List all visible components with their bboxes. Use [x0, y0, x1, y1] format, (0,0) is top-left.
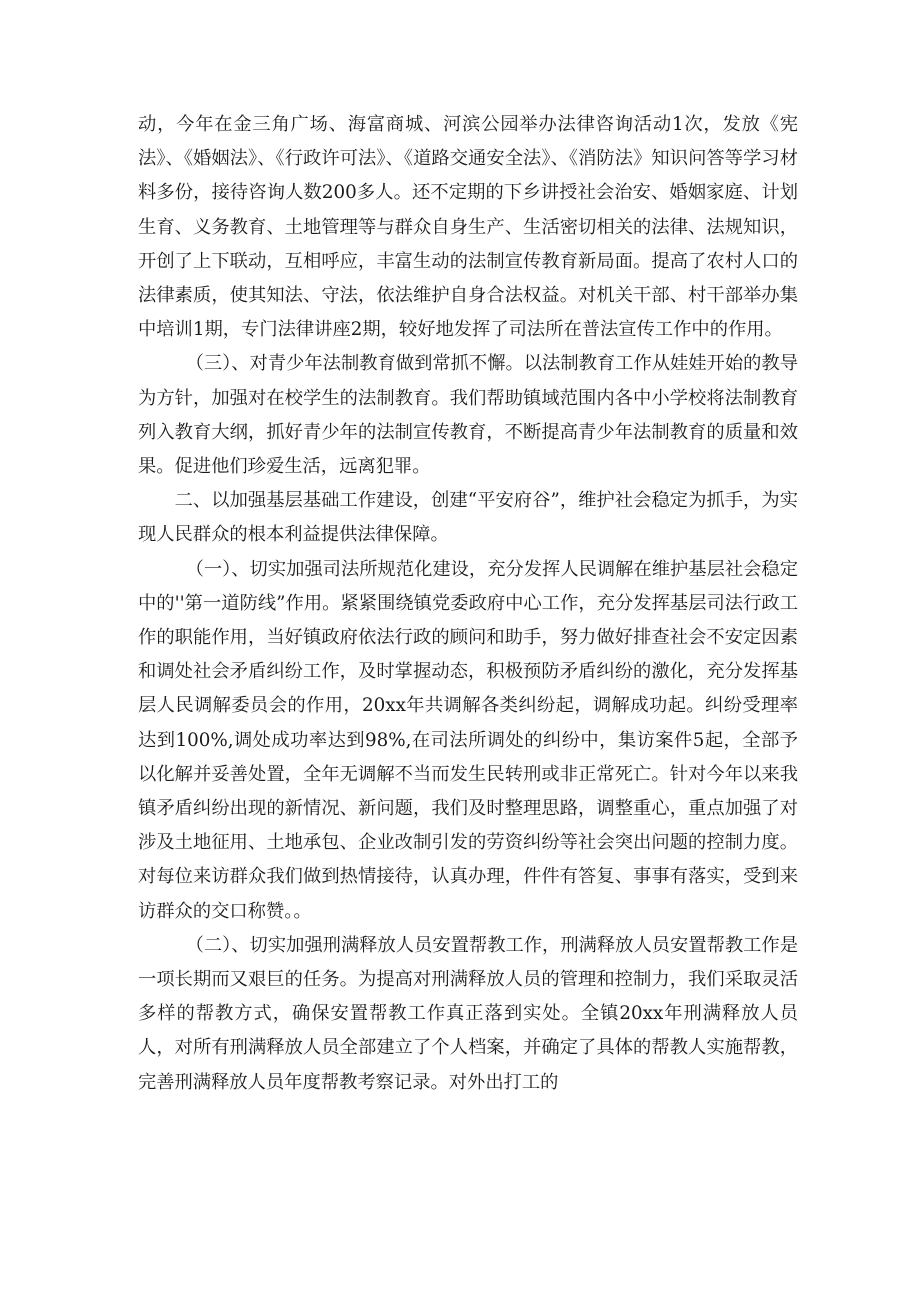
document-body [138, 108, 798, 1100]
section-heading-two: 二、以加强基层基础工作建设，创建“平安府谷”，维护社会稳定为抓手，为实现人民群众的根本利益提供法律保障。 [138, 490, 798, 546]
paragraph-released-persons: （二）、切实加强刑满释放人员安置帮教工作，刑满释放人员安置帮教工作是一项长期而又艰巨的任务。为提高对刑满释放人员的管理和控制力，我们采取灵活多样的帮教方式，确保安置帮教工作真正落到实处。全镇20xx年刑满释放人员人，对所有刑满释放人员全部建立了个人档案，并确定了具体的帮教人实施帮教，完善刑满释放人员年度帮教考察记录。对外出打工的 [138, 934, 798, 1093]
paragraph-mediation: （一）、切实加强司法所规范化建设，充分发挥人民调解在维护基层社会稳定中的''第一道防线”作用。紧紧围绕镇党委政府中心工作，充分发挥基层司法行政工作的职能作用，当好镇政府依法行政的顾问和助手，努力做好排查社会不安定因素和调处社会矛盾纠纷工作，及时掌握动态，积极预防矛盾纠纷的激化，充分发挥基层人民调解委员会的作用，20xx年共调解各类纠纷起，调解成功起。纠纷受理率达到100%,调处成功率达到98%,在司法所调处的纠纷中，集访案件5起，全部予以化解并妥善处置，全年无调解不当而发生民转刑或非正常死亡。针对今年以来我镇矛盾纠纷出现的新情况、新问题，我们及时整理思路，调整重心，重点加强了对涉及土地征用、土地承包、企业改制引发的劳资纠纷等社会突出问题的控制力度。对每位来访群众我们做到热情接待，认真办理，件件有答复、事事有落实，受到来访群众的交口称赞。。 [138, 558, 798, 922]
paragraph-continuation: 动，今年在金三角广场、海富商城、河滨公园举办法律咨询活动1次，发放《宪法》、《婚姻法》、《行政许可法》、《道路交通安全法》、《消防法》知识问答等学习材料多份，接待咨询人数200多人。还不定期的下乡讲授社会治安、婚姻家庭、计划生育、义务教育、土地管理等与群众自身生产、生活密切相关的法律、法规知识，开创了上下联动，互相呼应，丰富生动的法制宣传教育新局面。提高了农村人口的法律素质，使其知法、守法，依法维护自身合法权益。对机关干部、村干部举办集中培训1期，专门法律讲座2期，较好地发挥了司法所在普法宣传工作中的作用。 [138, 114, 798, 341]
paragraph-youth-education: （三）、对青少年法制教育做到常抓不懈。以法制教育工作从娃娃开始的教导为方针，加强对在校学生的法制教育。我们帮助镇域范围内各中小学校将法制教育列入教育大纲，抓好青少年的法制宣传教育，不断提高青少年法制教育的质量和效果。促进他们珍爱生活，远离犯罪。 [138, 353, 798, 478]
